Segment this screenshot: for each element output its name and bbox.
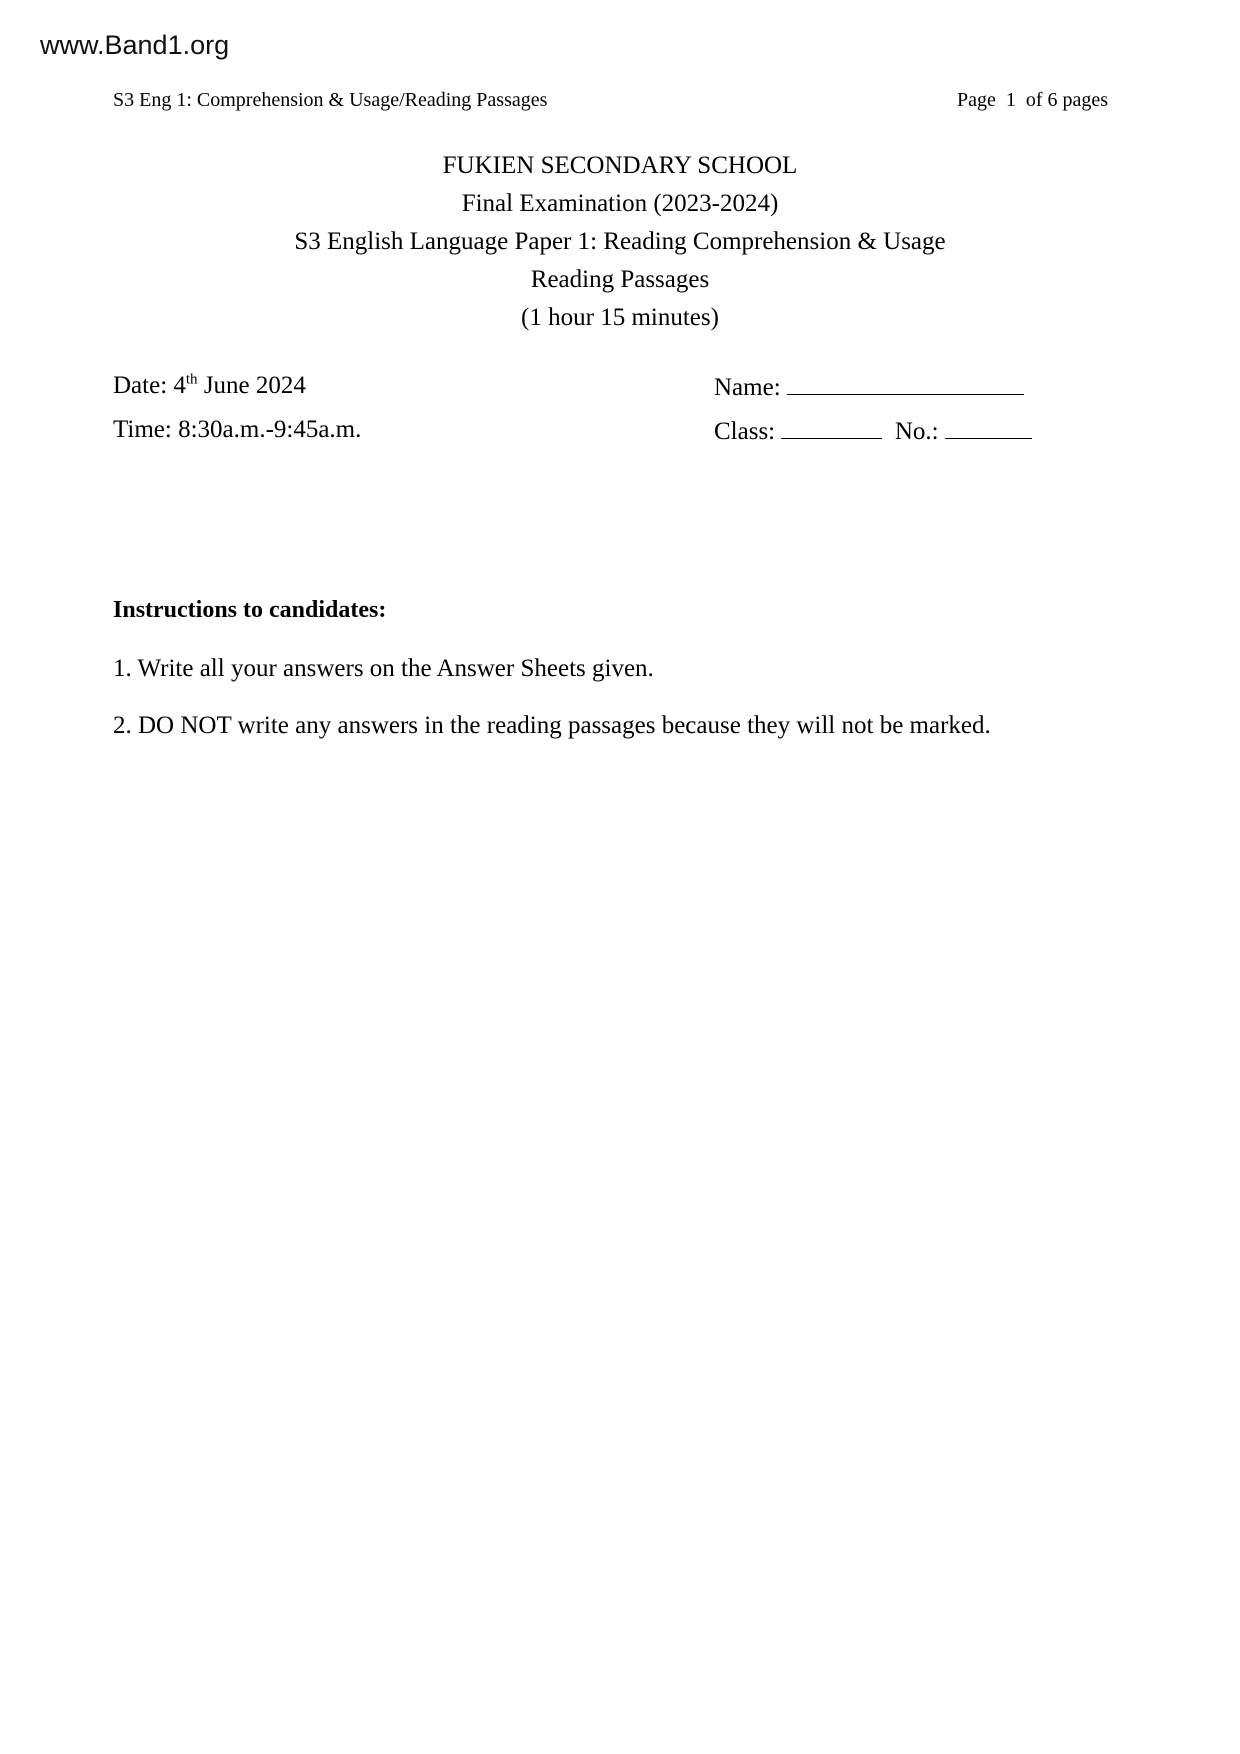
date-ordinal: th: [185, 371, 198, 388]
name-field: [714, 372, 1024, 402]
instruction-item: 1. Write all your answers on the Answer Sheets given.: [113, 655, 654, 682]
date-label: Date: 4: [113, 372, 186, 399]
exam-time: Time: 8:30a.m.-9:45a.m.: [113, 416, 362, 443]
class-blank[interactable]: [781, 416, 882, 439]
paper-name: S3 English Language Paper 1: Reading Comprehension & Usage: [294, 228, 946, 255]
class-label: Class:: [714, 418, 776, 445]
number-label: No.:: [894, 418, 939, 445]
running-header-title: S3 Eng 1: Comprehension & Usage/Reading Passages: [113, 89, 548, 111]
name-label: Name:: [714, 374, 781, 401]
exam-name: Final Examination (2023-2024): [461, 190, 779, 217]
school-name: FUKIEN SECONDARY SCHOOL: [442, 152, 798, 179]
class-number-field: [714, 416, 1032, 446]
instructions-heading: Instructions to candidates:: [113, 597, 387, 623]
exam-duration: (1 hour 15 minutes): [521, 304, 719, 331]
date-rest: June 2024: [197, 372, 306, 399]
section-name: Reading Passages: [530, 266, 710, 293]
number-blank[interactable]: [945, 416, 1032, 439]
watermark-url: www.Band1.org: [40, 30, 230, 60]
exam-title-block: [0, 147, 1240, 337]
page-number: Page 1 of 6 pages: [957, 89, 1109, 111]
instruction-item: 2. DO NOT write any answers in the reading passages because they will not be marked.: [113, 712, 991, 739]
name-blank[interactable]: [787, 372, 1024, 395]
exam-date: [113, 372, 306, 400]
